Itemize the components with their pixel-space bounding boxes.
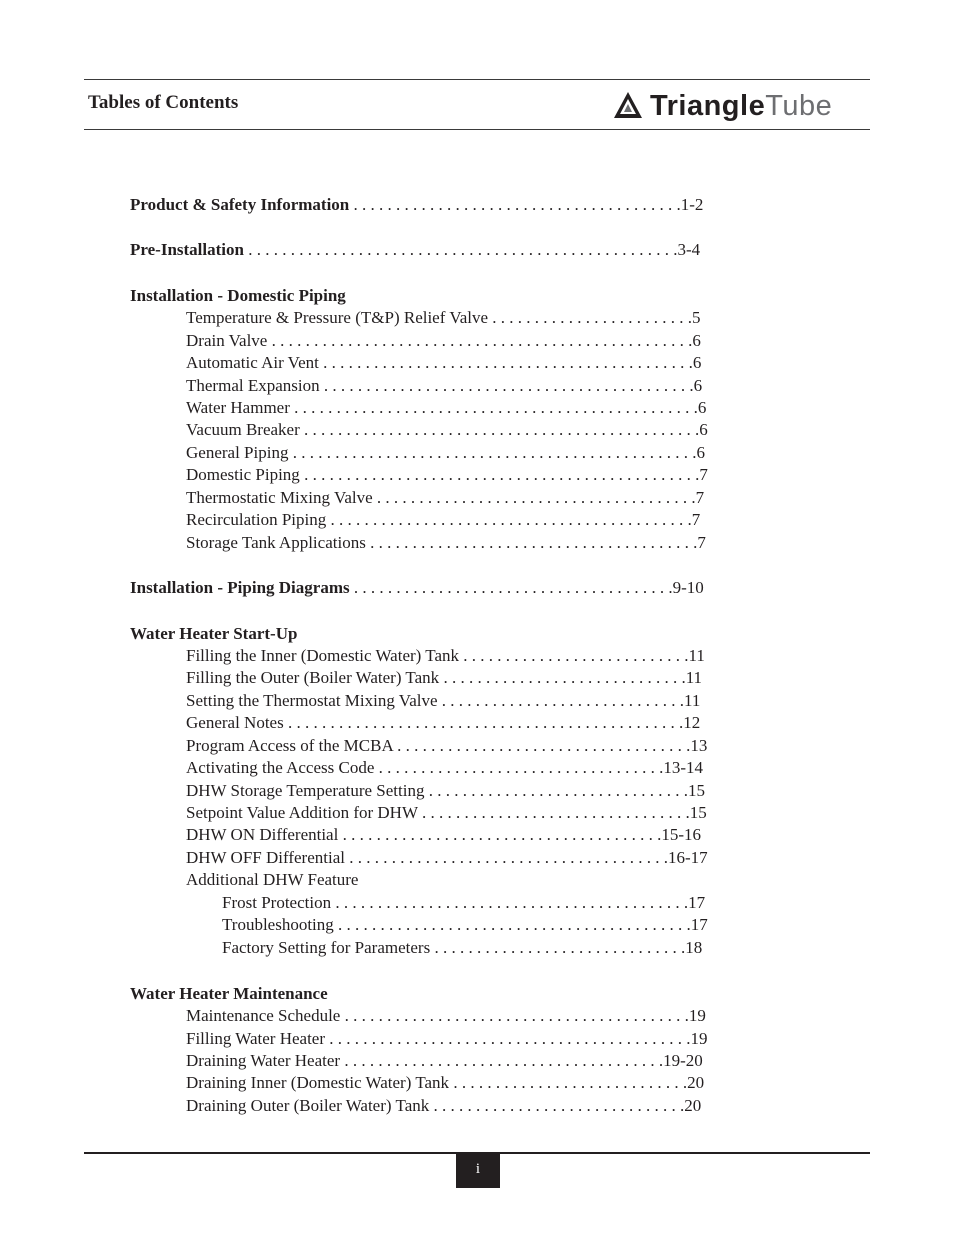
toc-leader-dots: . . . . . . . . . . . . . . . . . . . . . . . . . . . . . . . . . . . . . . . . . . . . . .	[299, 465, 696, 484]
toc-entry[interactable]	[222, 915, 708, 935]
toc-entry-title: Activating the Access Code	[186, 758, 375, 777]
toc-entry[interactable]	[186, 1051, 703, 1071]
toc-entry-title: Product & Safety Information	[130, 195, 350, 214]
toc-leader-dots: . . . . . . . . . . . . . . . . . . . . . . . . . . . . . . . . . . . . . . . . . . . . . . .	[289, 398, 694, 417]
toc-entry-title: Factory Setting for Parameters	[222, 938, 431, 957]
toc-entry[interactable]	[186, 781, 705, 801]
toc-entry[interactable]	[186, 353, 701, 373]
toc-leader-dots: . . . . . . . . . . . . . . . . . . . . . . . . . .	[459, 646, 685, 665]
toc-leader-dots: . . . . . . . . . . . . . . . . . . . . . . . . . . . . . . . . . . . . . . . . . . . . . .	[299, 420, 696, 439]
toc-entry[interactable]	[186, 736, 707, 756]
toc-entry-title: Water Heater Start-Up	[130, 624, 298, 643]
toc-leader-dots: . . . . . . . . . . . . . . . . . . . . . . . . . . . . . . . . . . . . . . . . . . . . . . . . .	[267, 331, 689, 350]
toc-leader-dots: . . . . . . . . . . . . . . . . . . . . . . . . . . . . . . . . . . . . . .	[349, 195, 677, 214]
toc-entry[interactable]	[186, 308, 701, 328]
toc-page-number: .13-14	[659, 758, 704, 777]
toc-entry[interactable]	[186, 1029, 708, 1049]
toc-page-number: .6	[695, 420, 708, 439]
toc-leader-dots: . . . . . . . . . . . . . . . . . . . . . . . . . . . . . . . . . .	[392, 736, 687, 755]
page-number: i	[475, 1161, 481, 1177]
toc-leader-dots: . . . . . . . . . . . . . . . . . . . . . . . . . . . . . . . . . . . . .	[349, 578, 669, 597]
toc-entry[interactable]	[186, 668, 702, 688]
toc-leader-dots: . . . . . . . . . . . . . . . . . . . . . . . . . . . . .	[430, 938, 681, 957]
toc-page-number: .3-4	[673, 240, 701, 259]
toc-entry[interactable]	[186, 331, 701, 351]
page-title: Tables of Contents	[88, 92, 239, 113]
toc-page-number: .6	[688, 353, 702, 372]
toc-entry-title: Automatic Air Vent	[186, 353, 319, 372]
toc-entry-title: Maintenance Schedule	[186, 1006, 341, 1025]
toc-leader-dots: . . . . . . . . . . . . . . . . . . . . . . . . . . . . . . . . . . . . . . . . . .	[326, 510, 688, 529]
toc-entry-title: Additional DHW Feature	[186, 870, 359, 889]
toc-entry[interactable]	[186, 488, 704, 508]
toc-page-number: .19-20	[658, 1051, 703, 1070]
brand-wordmark-tube: Tube	[765, 89, 833, 122]
toc-leader-dots: . . . . . . . . . . . . . . . . . . . . . . . . . . . . . . . . . . . . . . . . . . . . . .	[283, 713, 679, 732]
toc-page-number: .15-16	[657, 825, 701, 844]
toc-entry-title: Vacuum Breaker	[186, 420, 300, 439]
toc-page-number: .6	[693, 398, 707, 417]
toc-page-number: .12	[678, 713, 701, 732]
toc-entry-title: DHW ON Differential	[186, 825, 339, 844]
toc-entry-title: Thermal Expansion	[186, 376, 320, 395]
toc-leader-dots: . . . . . . . . . . . . . . . . . . . . . . . . . . . . . . . . . . . . .	[338, 825, 658, 844]
toc-entry-title: Drain Valve	[186, 331, 268, 350]
toc-entry[interactable]	[222, 893, 705, 913]
page-number-box	[456, 1153, 500, 1188]
toc-entry-title: Filling the Inner (Domestic Water) Tank	[186, 646, 459, 665]
toc-page-number: .17	[683, 893, 706, 912]
toc-entry[interactable]	[186, 758, 703, 778]
toc-page-number: .17	[686, 915, 708, 934]
toc-entry[interactable]	[130, 624, 297, 644]
toc-page-number: .20	[682, 1073, 705, 1092]
toc-entry-title: Water Hammer	[186, 398, 290, 417]
toc-page-number: .7	[691, 488, 705, 507]
toc-entry-title: Troubleshooting	[222, 915, 334, 934]
toc-entry[interactable]	[130, 984, 328, 1004]
toc-entry-title: Frost Protection	[222, 893, 332, 912]
toc-leader-dots: . . . . . . . . . . . . . . . . . . . . . . . . . . . . . . . . . . . . .	[340, 1051, 659, 1070]
toc-entry-title: Temperature & Pressure (T&P) Relief Valve	[186, 308, 489, 327]
toc-entry[interactable]	[130, 240, 700, 260]
toc-leader-dots: . . . . . . . . . . . . . . . . . . . . . . . . . . . .	[439, 668, 682, 687]
toc-page-number: .7	[693, 533, 706, 552]
toc-page-number: .11	[681, 668, 703, 687]
toc-entry-title: DHW Storage Temperature Setting	[186, 781, 425, 800]
toc-entry[interactable]	[186, 465, 708, 485]
toc-entry-title: Setpoint Value Addition for DHW	[186, 803, 418, 822]
toc-entry[interactable]	[186, 803, 707, 823]
toc-entry-title: Filling the Outer (Boiler Water) Tank	[186, 668, 440, 687]
toc-leader-dots: . . . . . . . . . . . . . . . . . . . . . . . . . . . . . . . . . . . . . . . . . .	[325, 1029, 687, 1048]
toc-entry-title: Draining Inner (Domestic Water) Tank	[186, 1073, 450, 1092]
toc-entry[interactable]	[186, 443, 705, 463]
toc-entry-title: Draining Water Heater	[186, 1051, 341, 1070]
toc-entry[interactable]	[186, 510, 700, 530]
toc-entry-title: Recirculation Piping	[186, 510, 327, 529]
toc-page-number: .15	[685, 803, 707, 822]
toc-entry[interactable]	[186, 398, 706, 418]
toc-page-number: .7	[695, 465, 708, 484]
toc-entry-title: Storage Tank Applications	[186, 533, 366, 552]
toc-page-number: .20	[680, 1096, 702, 1115]
toc-page-number: .19	[684, 1006, 706, 1025]
toc-entry[interactable]	[186, 1006, 706, 1026]
toc-entry[interactable]	[186, 1073, 704, 1093]
toc-page-number: .13	[686, 736, 708, 755]
toc-page-number: .6	[692, 443, 705, 462]
toc-leader-dots: . . . . . . . . . . . . . . . . . . . . . . . . . . . . . . . . . . . . . . . . . . .	[319, 376, 690, 395]
toc-page-number: .6	[689, 376, 703, 395]
toc-entry-title: DHW OFF Differential	[186, 848, 345, 867]
toc-leader-dots: . . . . . . . . . . . . . . . . . . . . . . . . . . . . . . . . . . . . . . . . .	[333, 915, 687, 934]
toc-leader-dots: . . . . . . . . . . . . . . . . . . . . . . . . . . . . . . . . . . . . . .	[365, 533, 694, 552]
toc-entry[interactable]	[130, 578, 704, 598]
toc-entry-title: Program Access of the MCBA	[186, 736, 393, 755]
toc-leader-dots: . . . . . . . . . . . . . . . . . . . . . . . . . . .	[449, 1073, 683, 1092]
toc-leader-dots: . . . . . . . . . . . . . . . . . . . . . . . . . . . . . .	[424, 781, 684, 800]
toc-page-number: .7	[687, 510, 701, 529]
toc-entry-title: Filling Water Heater	[186, 1029, 325, 1048]
brand-wordmark-triangle: Triangle	[650, 89, 766, 122]
toc-entry-title: Setting the Thermostat Mixing Valve	[186, 691, 438, 710]
toc-page-number: .5	[687, 308, 701, 327]
toc-leader-dots: . . . . . . . . . . . . . . . . . . . . . . . . . . . .	[437, 691, 680, 710]
toc-entry-title: Installation - Piping Diagrams	[130, 578, 350, 597]
toc-entry[interactable]	[130, 286, 346, 306]
toc-entry-title: General Notes	[186, 713, 284, 732]
toc-entry[interactable]	[186, 420, 708, 440]
toc-leader-dots: . . . . . . . . . . . . . . . . . . . . . . . . . . . . . . . . . . . . . . . . .	[331, 893, 684, 912]
toc-entry[interactable]	[186, 376, 702, 396]
toc-page-number: .19	[686, 1029, 708, 1048]
toc-leader-dots: . . . . . . . . . . . . . . . . . . . . . . . . . . . . . . .	[417, 803, 686, 822]
toc-entry-title: Water Heater Maintenance	[130, 984, 328, 1003]
toc-leader-dots: . . . . . . . . . . . . . . . . . . . . . . . . . . . . . . . . . . . . . . . . . . .	[318, 353, 689, 372]
toc-leader-dots: . . . . . . . . . . . . . . . . . . . . . . .	[488, 308, 688, 327]
toc-entry-title: Installation - Domestic Piping	[130, 286, 346, 305]
toc-entry[interactable]	[186, 646, 705, 666]
toc-page-number: .6	[688, 331, 701, 350]
toc-leader-dots: . . . . . . . . . . . . . . . . . . . . . . . . . . . . . . . . . . . . .	[344, 848, 664, 867]
toc-entry[interactable]	[186, 825, 701, 845]
toc-leader-dots: . . . . . . . . . . . . . . . . . . . . . . . . . . . . . . . . . . . . . . . . . . . . . . . . . .	[243, 240, 674, 259]
toc-page-number: .16-17	[663, 848, 708, 867]
toc-entry[interactable]	[186, 533, 706, 553]
toc-entry[interactable]	[186, 870, 358, 890]
toc-entry[interactable]	[222, 938, 702, 958]
toc-entry-title: Pre-Installation	[130, 240, 244, 259]
toc-page-number: .9-10	[668, 578, 704, 597]
toc-entry[interactable]	[130, 195, 703, 215]
toc-page-number: .1-2	[676, 195, 704, 214]
toc-page-number: .15	[683, 781, 705, 800]
toc-entry[interactable]	[186, 713, 700, 733]
toc-leader-dots: . . . . . . . . . . . . . . . . . . . . . . . . . . . . . . . . . . . . . . . .	[340, 1006, 685, 1025]
toc-entry[interactable]	[186, 691, 700, 711]
toc-leader-dots: . . . . . . . . . . . . . . . . . . . . . . . . . . . . . . . . . . . . . . . . . . . . . . .	[288, 443, 693, 462]
toc-page-number: .18	[680, 938, 703, 957]
toc-leader-dots: . . . . . . . . . . . . . . . . . . . . . . . . . . . . .	[429, 1096, 680, 1115]
toc-entry-title: Thermostatic Mixing Valve	[186, 488, 373, 507]
toc-entry-title: General Piping	[186, 443, 289, 462]
toc-entry[interactable]	[186, 848, 708, 868]
toc-leader-dots: . . . . . . . . . . . . . . . . . . . . . . . . . . . . . . . . .	[374, 758, 660, 777]
toc-entry-title: Domestic Piping	[186, 465, 300, 484]
toc-page-number: .11	[684, 646, 705, 665]
toc-entry-title: Draining Outer (Boiler Water) Tank	[186, 1096, 430, 1115]
toc-entry[interactable]	[186, 1096, 701, 1116]
toc-leader-dots: . . . . . . . . . . . . . . . . . . . . . . . . . . . . . . . . . . . . .	[372, 488, 692, 507]
toc-page-number: .11	[679, 691, 701, 710]
